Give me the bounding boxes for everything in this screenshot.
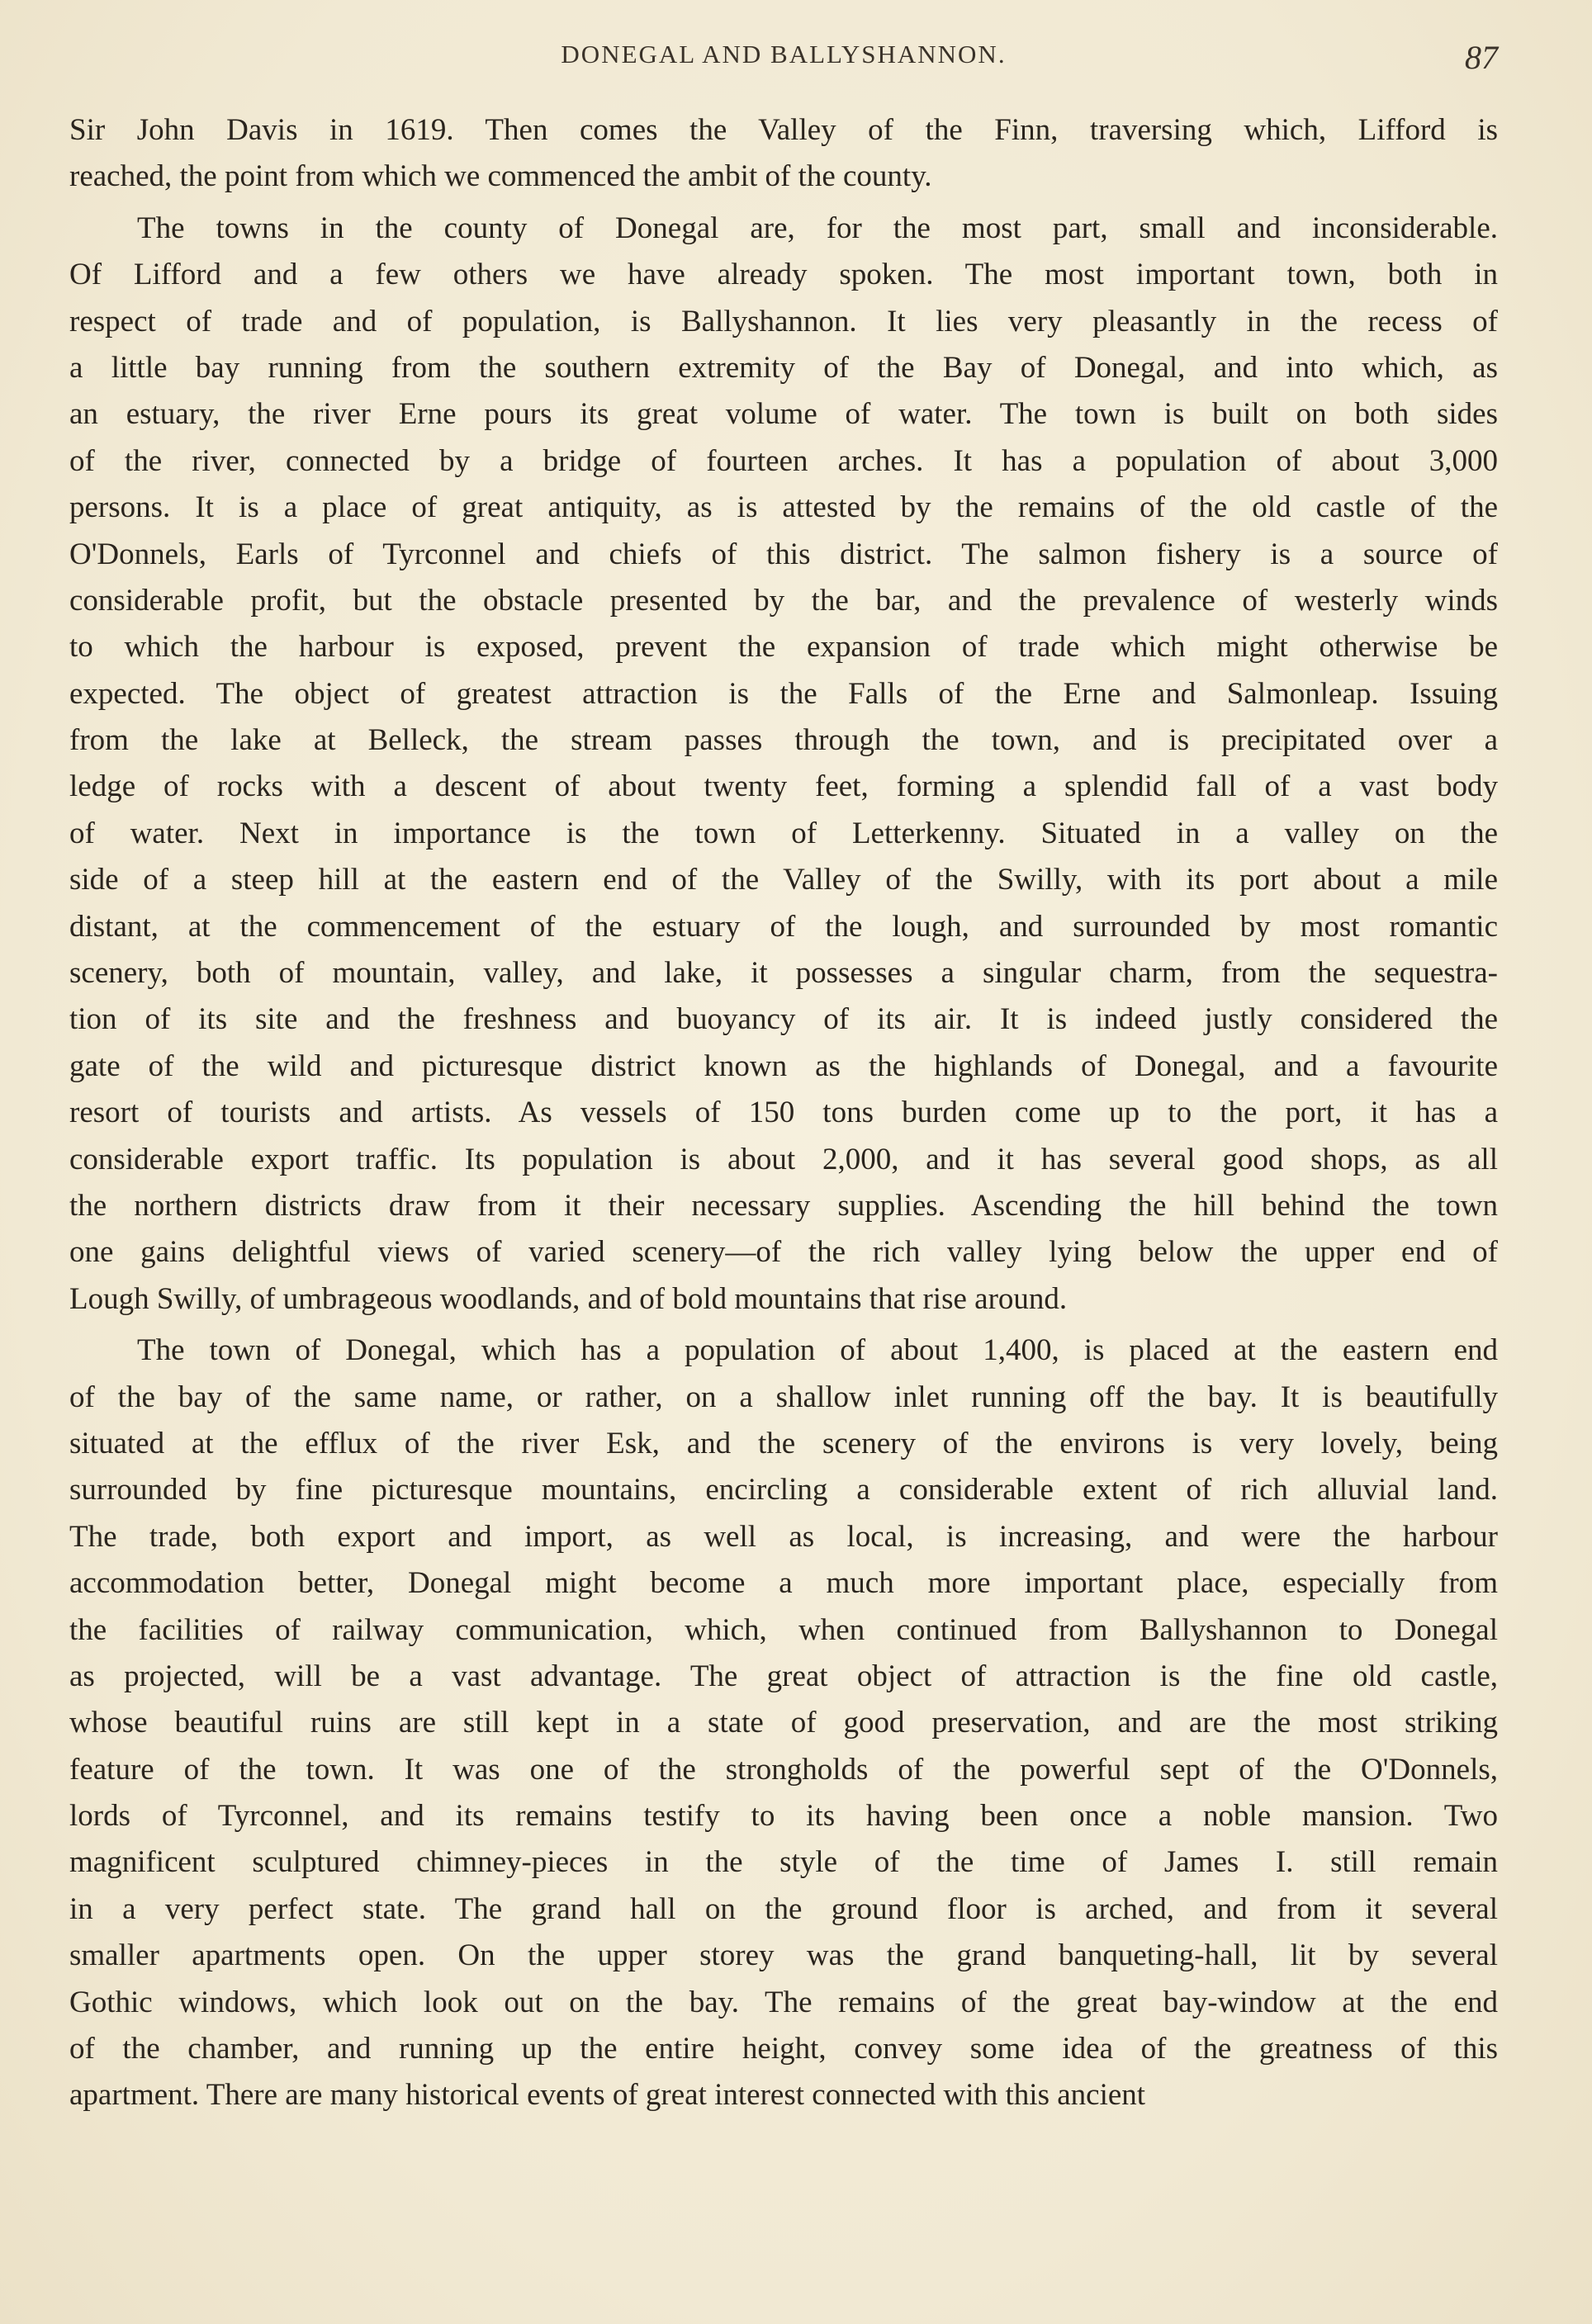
text-line: of the river, connected by a bridge of fourteen arches. It has a population of about 3,000 [69, 443, 1498, 478]
text-line: one gains delightful views of varied scenery—of the rich valley lying below the upper end of [69, 1235, 1498, 1270]
text-line: apartment. There are many historical events of great interest connected with this ancient [69, 2078, 1146, 2113]
paragraph [69, 107, 1498, 201]
text-line: The trade, both export and import, as well as local, is increasing, and were the harbour [69, 1519, 1498, 1554]
running-head [69, 35, 1498, 76]
text-line: of water. Next in importance is the town of Letterkenny. Situated in a valley on the [69, 816, 1498, 850]
text-line: Lough Swilly, of umbrageous woodlands, and of bold mountains that rise around. [69, 1281, 1068, 1316]
text-line: an estuary, the river Erne pours its great volume of water. The town is built on both sides [69, 397, 1498, 432]
text-line: lords of Tyrconnel, and its remains testify to its having been once a noble mansion. Two [69, 1799, 1498, 1834]
paragraph [69, 1328, 1498, 2119]
text-line: from the lake at Belleck, the stream passes through the town, and is precipitated over a [69, 723, 1498, 758]
body-text [69, 107, 1498, 2119]
text-line: smaller apartments open. On the upper storey was the grand banqueting-hall, lit by several [69, 1938, 1498, 1973]
text-line: as projected, will be a vast advantage. The great object of attraction is the fine old castle, [69, 1659, 1498, 1693]
text-line: Of Lifford and a few others we have already spoken. The most important town, both in [69, 258, 1498, 292]
paragraph [69, 206, 1498, 1323]
text-line: considerable profit, but the obstacle presented by the bar, and the prevalence of westerly winds [69, 583, 1498, 618]
text-line: in a very perfect state. The grand hall on the ground floor is arched, and from it several [69, 1891, 1498, 1926]
text-line: reached, the point from which we commenced the ambit of the county. [69, 159, 932, 194]
text-line: gate of the wild and picturesque district known as the highlands of Donegal, and a favourite [69, 1048, 1498, 1083]
text-line: surrounded by fine picturesque mountains, encircling a considerable extent of rich alluvial land. [69, 1473, 1498, 1508]
text-line: magnificent sculptured chimney-pieces in the style of the time of James I. still remain [69, 1845, 1498, 1880]
text-line: of the chamber, and running up the entire height, convey some idea of the greatness of this [69, 2032, 1498, 2066]
text-line: situated at the efflux of the river Esk, and the scenery of the environs is very lovely, being [69, 1426, 1498, 1460]
text-line: the facilities of railway communication, which, when continued from Ballyshannon to Donegal [69, 1612, 1498, 1647]
text-line: considerable export traffic. Its population is about 2,000, and it has several good shops, as all [69, 1142, 1498, 1176]
text-line: a little bay running from the southern extremity of the Bay of Donegal, and into which, as [69, 350, 1498, 385]
text-line: expected. The object of greatest attraction is the Falls of the Erne and Salmonleap. Issuing [69, 676, 1498, 711]
page-number: 87 [1465, 39, 1498, 76]
text-line: side of a steep hill at the eastern end of the Valley of the Swilly, with its port about a mile [69, 863, 1498, 897]
text-line: distant, at the commencement of the estuary of the lough, and surrounded by most romantic [69, 909, 1498, 944]
text-line: Gothic windows, which look out on the bay. The remains of the great bay-window at the end [69, 1985, 1498, 2019]
text-line: of the bay of the same name, or rather, on a shallow inlet running off the bay. It is beautifully [69, 1380, 1498, 1414]
text-line: respect of trade and of population, is Ballyshannon. It lies very pleasantly in the recess of [69, 304, 1498, 338]
text-line: to which the harbour is exposed, prevent the expansion of trade which might otherwise be [69, 630, 1498, 665]
text-line: The town of Donegal, which has a population of about 1,400, is placed at the eastern end [137, 1333, 1498, 1368]
text-line: Sir John Davis in 1619. Then comes the Valley of the Finn, traversing which, Lifford is [69, 113, 1498, 147]
text-line: scenery, both of mountain, valley, and lake, it possesses a singular charm, from the sequestra- [69, 956, 1498, 991]
text-line: whose beautiful ruins are still kept in a state of good preservation, and are the most striking [69, 1706, 1498, 1740]
running-title: DONEGAL AND BALLYSHANNON. [561, 40, 1007, 69]
text-line: ledge of rocks with a descent of about twenty feet, forming a splendid fall of a vast body [69, 769, 1498, 804]
text-line: accommodation better, Donegal might become a much more important place, especially from [69, 1566, 1498, 1601]
text-line: tion of its site and the freshness and buoyancy of its air. It is indeed justly considered the [69, 1002, 1498, 1037]
text-line: resort of tourists and artists. As vessels of 150 tons burden come up to the port, it has a [69, 1096, 1498, 1130]
text-line: The towns in the county of Donegal are, for the most part, small and inconsiderable. [137, 211, 1498, 245]
text-line: persons. It is a place of great antiquity, as is attested by the remains of the old castle of the [69, 490, 1498, 525]
text-line: the northern districts draw from it their necessary supplies. Ascending the hill behind the town [69, 1188, 1498, 1223]
text-line: feature of the town. It was one of the strongholds of the powerful sept of the O'Donnels, [69, 1752, 1498, 1787]
text-line: O'Donnels, Earls of Tyrconnel and chiefs of this district. The salmon fishery is a source of [69, 537, 1498, 571]
